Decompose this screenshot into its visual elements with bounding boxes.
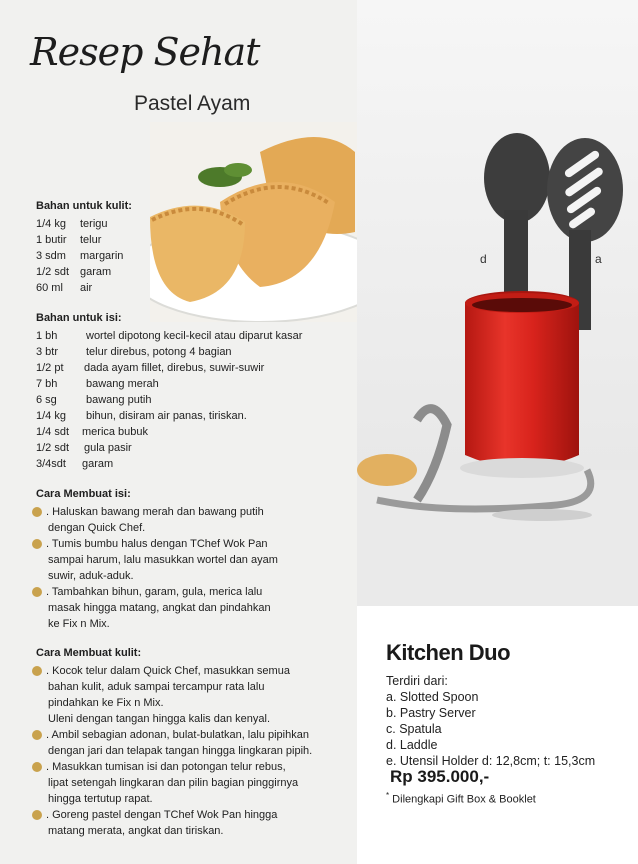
step-item (36, 727, 312, 759)
step-item (36, 663, 312, 727)
step-line: dengan jari dan telapak tangan hingga lingkaran pipih. (48, 745, 313, 757)
filling-steps-heading: Cara Membuat isi: (36, 488, 131, 500)
footnote-text: Dilengkapi Gift Box & Booklet (389, 793, 536, 806)
ingredient-name: bawang merah (86, 378, 159, 390)
ingredient-row (36, 392, 302, 408)
product-contents (386, 673, 595, 769)
ingredient-qty: 7 bh (36, 378, 58, 390)
ingredient-row (36, 328, 302, 344)
ingredient-row (36, 216, 132, 232)
ingredient-name: bawang putih (86, 394, 152, 406)
ingredient-qty: 60 ml (36, 282, 63, 294)
step-bullet-icon (32, 730, 42, 740)
ingredient-name: garam (80, 266, 112, 278)
page-title: Resep Sehat (30, 30, 260, 74)
ingredient-name: terigu (80, 218, 108, 230)
step-bullet-icon (32, 762, 42, 772)
step-line: . Tambahkan bihun, garam, gula, merica lalu (46, 586, 263, 598)
ingredient-qty: 1 bh (36, 330, 58, 342)
step-line: . Kocok telur dalam Quick Chef, masukkan semua (46, 665, 290, 677)
product-item: c. Spatula (386, 722, 442, 736)
filling-heading: Bahan untuk isi: (36, 312, 122, 324)
ingredient-name: telur (80, 234, 102, 246)
step-line: . Ambil sebagian adonan, bulat-bulatkan, lalu pipihkan (46, 729, 309, 741)
skin-ingredients (36, 198, 132, 296)
step-bullet-icon (32, 587, 42, 597)
ingredient-name: air (80, 282, 93, 294)
ingredient-qty: 1 butir (36, 234, 67, 246)
footnote-mark: * (386, 791, 390, 800)
step-bullet-icon (32, 810, 42, 820)
pastel-photo (150, 122, 357, 322)
product-item: e. Utensil Holder d: 12,8cm; t: 15,3cm (386, 754, 596, 768)
step-line: suwir, aduk-aduk. (48, 570, 134, 582)
step-line: pindahkan ke Fix n Mix. (48, 697, 164, 709)
step-line: . Haluskan bawang merah dan bawang putih (46, 506, 264, 518)
ingredient-name: dada ayam fillet, direbus, suwir-suwir (84, 362, 265, 374)
step-line: ke Fix n Mix. (48, 618, 110, 630)
product-price: Rp 395.000,- (390, 767, 490, 786)
ingredient-row (36, 248, 132, 264)
ingredient-qty: 6 sg (36, 394, 57, 406)
step-line: lipat setengah lingkaran dan pilin bagian pinggirnya (48, 777, 299, 789)
recipe-name: Pastel Ayam (134, 92, 251, 115)
label-a: a (595, 252, 602, 266)
ingredient-qty: 3 sdm (36, 250, 66, 262)
ingredient-name: bihun, disiram air panas, tiriskan. (86, 410, 247, 422)
ingredient-qty: 1/4 kg (36, 410, 66, 422)
ingredient-name: garam (82, 458, 114, 470)
ingredient-row (36, 264, 132, 280)
label-d: d (480, 252, 487, 266)
ingredient-row (36, 424, 302, 440)
ingredient-row (36, 456, 302, 472)
step-item (36, 504, 278, 536)
step-line: . Masukkan tumisan isi dan potongan telur rebus, (46, 761, 286, 773)
ingredient-qty: 3/4sdt (36, 458, 66, 470)
step-bullet-icon (32, 507, 42, 517)
contents-label: Terdiri dari: (386, 674, 448, 688)
step-item (36, 807, 312, 839)
kitchen-duo-photo (357, 0, 638, 606)
step-bullet-icon (32, 666, 42, 676)
ingredient-qty: 1/4 kg (36, 218, 66, 230)
step-line: dengan Quick Chef. (48, 522, 146, 534)
step-line: . Tumis bumbu halus dengan TChef Wok Pan (46, 538, 268, 550)
ingredient-name: telur direbus, potong 4 bagian (86, 346, 232, 358)
step-line: sampai harum, lalu masukkan wortel dan ayam (48, 554, 278, 566)
ingredient-row (36, 408, 302, 424)
product-item: d. Laddle (386, 738, 438, 752)
step-item (36, 759, 312, 807)
ingredient-name: merica bubuk (82, 426, 149, 438)
product-item: b. Pastry Server (386, 706, 476, 720)
ingredient-qty: 3 btr (36, 346, 59, 358)
ingredient-qty: 1/2 pt (36, 362, 64, 374)
ingredient-name: wortel dipotong kecil-kecil atau diparut kasar (86, 330, 303, 342)
skin-steps-heading: Cara Membuat kulit: (36, 647, 142, 659)
ingredient-row (36, 344, 302, 360)
step-item (36, 536, 278, 584)
ingredient-row (36, 232, 132, 248)
ingredient-name: margarin (80, 250, 124, 262)
ingredient-qty: 1/4 sdt (36, 426, 70, 438)
step-line: masak hingga matang, angkat dan pindahkan (48, 602, 271, 614)
step-line: bahan kulit, aduk sampai tercampur rata lalu (48, 681, 265, 693)
ingredient-qty: 1/2 sdt (36, 266, 70, 278)
product-item: a. Slotted Spoon (386, 690, 479, 704)
step-item (36, 584, 278, 632)
step-line: Uleni dengan tangan hingga kalis dan kenyal. (48, 713, 270, 725)
skin-heading: Bahan untuk kulit: (36, 200, 132, 212)
filling-steps (36, 486, 278, 632)
ingredient-row (36, 440, 302, 456)
ingredient-row (36, 376, 302, 392)
ingredient-qty: 1/2 sdt (36, 442, 70, 454)
step-line: . Goreng pastel dengan TChef Wok Pan hingga (46, 809, 278, 821)
ingredient-row (36, 280, 132, 296)
step-bullet-icon (32, 539, 42, 549)
step-line: hingga tertutup rapat. (48, 793, 153, 805)
ingredient-name: gula pasir (84, 442, 132, 454)
footnote (386, 791, 536, 806)
skin-steps (36, 645, 312, 839)
filling-ingredients (36, 310, 302, 472)
step-line: matang merata, angkat dan tiriskan. (48, 825, 224, 837)
ingredient-row (36, 360, 302, 376)
product-title: Kitchen Duo (386, 640, 511, 665)
